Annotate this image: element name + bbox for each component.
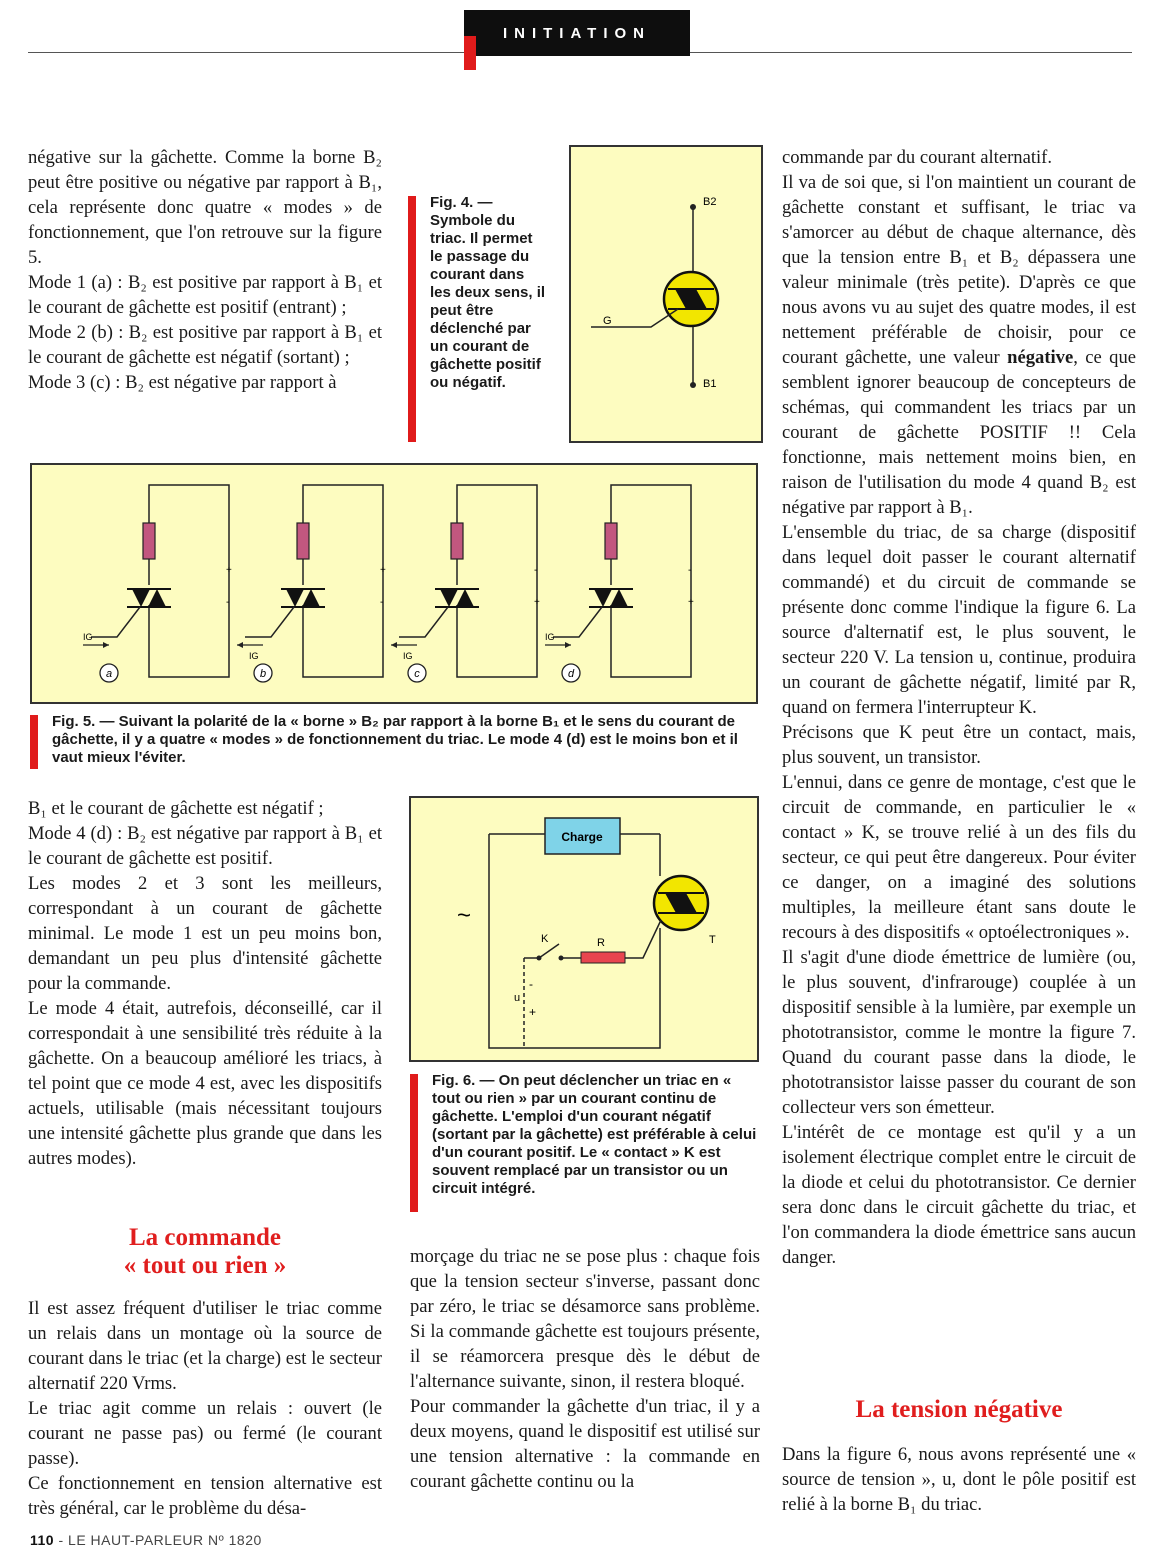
figure-5 — [30, 463, 758, 704]
section-tab-accent — [464, 36, 476, 70]
label-minus: - — [529, 977, 533, 991]
paragraph: Pour commander la gâchette d'un triac, il y a deux moyens, quand le dispositif est utilisé sur une tension alternative : la commande en courant gâchette continu ou la — [410, 1396, 760, 1492]
paragraph: Le mode 4 était, autrefois, déconseillé, car il correspondait à une sensibilité très réduite à la gâchette. On a beaucoup amélioré les triacs, à tel point que ce mode 4 est, avec les dispositifs actuels, utilisable (mais nécessitant toujours une intensité gâchette plus grande que dans les autres modes). — [28, 998, 382, 1169]
mode-letter: b — [259, 668, 267, 680]
polarity-bottom: + — [688, 597, 694, 608]
column-3 — [782, 145, 1136, 1270]
mode-letter: d — [567, 668, 575, 680]
mode-c-circuit — [391, 485, 540, 682]
polarity-bottom: + — [534, 597, 540, 608]
paragraph: L'ensemble du triac, de sa charge (dispositif dans lequel doit passer le courant alternatif commandé) et du circuit de commande se présente donc comme l'indique la figure 6. La source d'alternatif est, le plus souvent, le secteur 220 V. La tension u, continue, produira un courant de gâchette négatif, limité par R, quand on fermera l'interrupteur K. — [782, 522, 1136, 718]
heading-line: La commande — [128, 1224, 282, 1251]
paragraph: L'ennui, dans ce genre de montage, c'est que le circuit de commande, en particulier le « contact » K, se trouve relié à un des fils du secteur, ce qui peut être dangereux. Pour éviter ce danger, on a imaginé des solutions multiples, la meilleure étant sans doute le recours à des dispositifs « optoélectroniques ». — [782, 772, 1136, 943]
column-3-end — [782, 1442, 1136, 1517]
triac-symbol — [594, 589, 612, 607]
column-1-end — [28, 1296, 382, 1521]
paragraph: Mode 4 (d) : B₂ est négative par rapport à B₁ et le courant de gâchette est positif. — [28, 823, 382, 869]
load-resistor — [143, 523, 155, 559]
heading-commande-tout-ou-rien — [28, 1224, 382, 1280]
paragraph: commande par du courant alternatif. — [782, 147, 1053, 168]
triac-symbol — [132, 589, 150, 607]
paragraph: Mode 1 (a) : B₂ est positive par rapport à B₁ et le courant de gâchette est positif (entrant) ; — [28, 272, 382, 318]
fig4-caption-bar — [408, 196, 416, 442]
gate-current-label: IG — [403, 651, 413, 661]
paragraph: Le triac agit comme un relais : ouvert (le courant ne passe pas) ou fermé (le courant passe). — [28, 1398, 382, 1469]
triac-symbol — [286, 589, 304, 607]
text-run: Il va de soi que, si l'on maintient un courant de gâchette constant et suffisant, le triac va s'amorcer au début de chaque alternance, dès que la tension entre B₁ et B₂ dépassera une valeur minimale (très petite). D'après ce que nous avons vu au sujet des quatre modes, il est nettement préférable de choisir, pour ce courant gâchette, une valeur — [782, 172, 1136, 368]
label-plus: + — [529, 1005, 537, 1019]
paragraph: Mode 2 (b) : B₂ est positive par rapport à B₁ et le courant de gâchette est négatif (sortant) ; — [28, 322, 382, 368]
figure-6 — [409, 796, 759, 1062]
paragraph: morçage du triac ne se pose plus : chaque fois que la tension secteur s'inverse, passant donc par zéro, le triac se désamorce sans problème. Si la commande gâchette est toujours présente, il se réamorcera presque dès le début de l'alternance suivante, sinon, il restera bloqué. — [410, 1246, 760, 1392]
column-1-bottom — [28, 796, 382, 1171]
ac-symbol: ~ — [457, 902, 472, 929]
polarity-bottom: - — [380, 597, 384, 608]
fig6-caption: Fig. 6. — On peut déclencher un triac en « tout ou rien » par un courant continu de gâchette. L'emploi d'un courant négatif (sortant par la gâchette) est préférable à celui d'un courant positif. Le « contact » K est souvent remplacé par un transistor ou un circuit intégré. — [432, 1072, 757, 1197]
fig4-caption: Fig. 4. — Symbole du triac. Il permet le passage du courant dans les deux sens, il peut être déclenché par un courant de gâchette positif ou négatif. — [430, 194, 546, 391]
load-resistor — [297, 523, 309, 559]
paragraph: Les modes 2 et 3 sont les meilleurs, correspondant à un courant de gâchette minimal. Le mode 1 est un peu moins bon, demandant un peu plus d'intensité gâchette pour la commande. — [28, 873, 382, 994]
heading-line: « tout ou rien » — [123, 1252, 287, 1279]
figure-4 — [569, 145, 763, 443]
section-tab — [464, 10, 690, 56]
mode-d-circuit — [545, 485, 694, 682]
resistor-r — [581, 952, 625, 963]
triac-symbol-diagram — [571, 147, 761, 441]
heading-tension-negative: La tension négative — [855, 1396, 1063, 1423]
section-title: INITIATION — [502, 24, 652, 42]
polarity-top: - — [534, 565, 538, 576]
triac-modes-diagram — [32, 465, 756, 702]
paragraph: Mode 3 (c) : B₂ est négative par rapport à — [28, 372, 337, 393]
paragraph: B₁ et le courant de gâchette est négatif ; — [28, 798, 324, 819]
mode-a-circuit — [83, 485, 232, 682]
emphasis: négative — [1007, 347, 1074, 368]
label-b2: B2 — [703, 196, 717, 208]
polarity-top: - — [688, 565, 692, 576]
paragraph: négative sur la gâchette. Comme la borne B₂ peut être positive ou négative par rapport à B₁, cela représente donc quatre « modes » de fonctionnement, que l'on retrouve sur la figure 5. — [28, 147, 382, 268]
paragraph: Dans la figure 6, nous avons représenté une « source de tension », u, dont le pôle positif est relié à la borne B₁ du triac. — [782, 1444, 1136, 1515]
label-b1: B1 — [703, 378, 717, 390]
load-resistor — [605, 523, 617, 559]
fig5-caption-bar — [30, 715, 38, 769]
mode-letter: c — [414, 668, 420, 680]
page-folio — [30, 1532, 262, 1548]
charge-label: Charge — [561, 830, 603, 844]
load-resistor — [451, 523, 463, 559]
page-number: 110 — [30, 1532, 55, 1548]
polarity-top: + — [380, 565, 386, 576]
fig5-caption: Fig. 5. — Suivant la polarité de la « borne » B₂ par rapport à la borne B₁ et le sens du courant de gâchette, il y a quatre « modes » de fonctionnement du triac. Le mode 4 (d) est le moins bon et il vaut mieux l'éviter. — [52, 713, 738, 766]
gate-current-label: IG — [249, 651, 259, 661]
polarity-bottom: - — [226, 597, 230, 608]
paragraph: Précisons que K peut être un contact, mais, plus souvent, un transistor. — [782, 722, 1136, 768]
magazine-name: - LE HAUT-PARLEUR Nº 1820 — [54, 1532, 262, 1548]
triac-symbol — [440, 589, 458, 607]
gate-current-label: IG — [545, 632, 555, 642]
column-1-top — [28, 145, 382, 395]
column-2-bottom — [410, 1244, 760, 1494]
paragraph: L'intérêt de ce montage est qu'il y a un isolement électrique complet entre le circuit de la diode et celui du phototransistor. Ce dernier sera donc dans le circuit gâchette du triac, et l'on commandera la diode émettrice sans aucun danger. — [782, 1122, 1136, 1268]
label-r: R — [597, 937, 605, 949]
mode-letter: a — [105, 668, 113, 680]
label-g: G — [603, 315, 612, 327]
paragraph: Il s'agit d'une diode émettrice de lumière (ou, le plus souvent, d'infrarouge) couplée à un dispositif sensible à la lumière, par exemple un phototransistor, comme le montre la figure 7. Quand du courant passe dans la diode, le phototransistor laisse passer du courant de son collecteur vers son émetteur. — [782, 947, 1136, 1118]
mode-b-circuit — [237, 485, 386, 682]
label-u: u — [514, 992, 521, 1004]
paragraph — [782, 170, 1136, 520]
paragraph: Il est assez fréquent d'utiliser le triac comme un relais dans un montage où la source de courant dans le triac (et la charge) est le secteur alternatif 220 Vrms. — [28, 1298, 382, 1394]
polarity-top: + — [226, 565, 232, 576]
paragraph: Ce fonctionnement en tension alternative est très général, car le problème du désa- — [28, 1473, 382, 1519]
gate-current-label: IG — [83, 632, 93, 642]
label-t: T — [709, 934, 716, 946]
text-run: , ce que semblent ignorer beaucoup de concepteurs de schémas, qui commandent les triacs par un courant de gâchette POSITIF !! Cela fonctionne, mais nettement moins bien, en raison de l'utilisation du mode 4 quand B₂ est négative par rapport à B₁. — [782, 347, 1136, 518]
tout-ou-rien-circuit — [411, 798, 757, 1060]
label-k: K — [541, 933, 549, 945]
fig6-caption-bar — [410, 1074, 418, 1212]
